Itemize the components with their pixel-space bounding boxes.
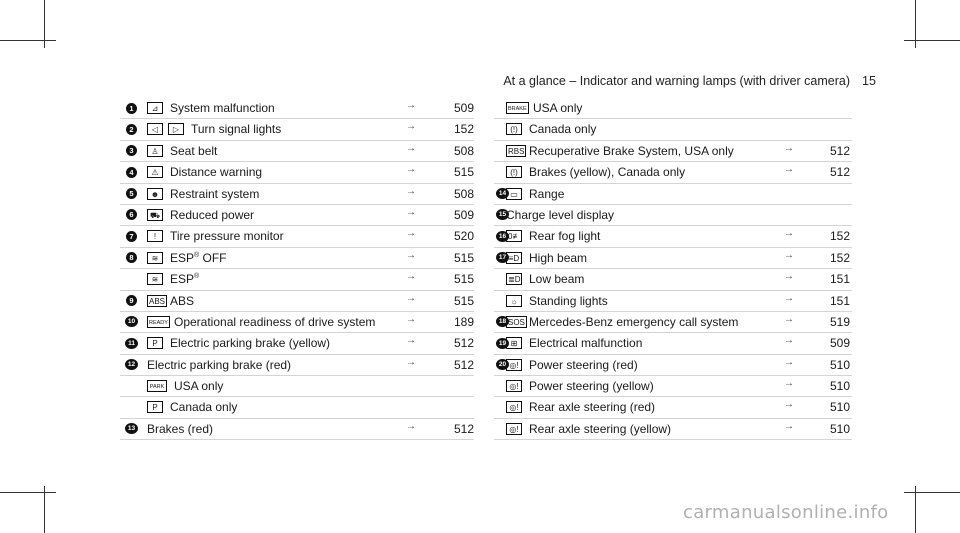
label-text: ESP — [170, 272, 195, 287]
callout-number: 20 — [496, 359, 509, 370]
indicator-label: Range — [529, 186, 565, 201]
page-reference[interactable]: 152 — [829, 229, 850, 244]
table-row — [494, 248, 852, 269]
callout-number: 16 — [496, 231, 509, 242]
reference-arrow-icon: → — [784, 399, 794, 411]
reference-arrow-icon: → — [406, 164, 416, 176]
page-reference[interactable]: 512 — [829, 165, 850, 180]
table-row — [120, 141, 474, 162]
table-row — [120, 226, 474, 247]
table-row — [120, 312, 474, 333]
power-steering-icon: ◎! — [506, 401, 522, 413]
indicator-label: Electric parking brake (red) — [147, 357, 292, 372]
table-row — [494, 226, 852, 247]
indicator-label: Distance warning — [170, 165, 263, 180]
reference-arrow-icon: → — [784, 164, 794, 176]
abs-icon: ABS — [149, 296, 166, 306]
registered-mark: ® — [194, 251, 200, 259]
reference-arrow-icon: → — [406, 228, 416, 240]
table-row — [120, 162, 474, 183]
table-row — [494, 355, 852, 376]
table-row — [494, 205, 852, 226]
label-text: ESP — [170, 250, 195, 265]
crop-mark — [44, 486, 45, 533]
table-row — [120, 355, 474, 376]
crop-mark — [0, 492, 56, 493]
reference-arrow-icon: → — [406, 206, 416, 218]
watermark: carmanualsonline.info — [683, 502, 889, 523]
ready-icon: READY — [147, 316, 170, 328]
page-number: 15 — [862, 74, 876, 88]
page-reference[interactable]: 515 — [453, 272, 474, 287]
indicator-label: Brakes (yellow), Canada only — [529, 165, 686, 180]
reference-arrow-icon: → — [406, 185, 416, 197]
page-reference[interactable]: 508 — [453, 186, 474, 201]
power-steering-icon: ◎! — [506, 359, 522, 371]
range-icon: ▭ — [506, 188, 522, 200]
table-row — [494, 141, 852, 162]
indicator-label: High beam — [529, 250, 588, 265]
reference-arrow-icon: → — [406, 292, 416, 304]
page-reference[interactable]: 512 — [453, 336, 474, 351]
indicator-label: ABS — [170, 293, 195, 308]
low-beam-icon: ≣D — [508, 275, 521, 285]
callout-number: 8 — [126, 252, 137, 263]
callout-number: 2 — [126, 124, 137, 135]
reference-arrow-icon: → — [406, 335, 416, 347]
table-row — [120, 98, 474, 119]
indicator-label: Power steering (red) — [529, 357, 638, 372]
esp-icon: ≋ — [147, 273, 163, 285]
reference-arrow-icon: → — [784, 142, 794, 154]
restraint-system-icon: ☻ — [147, 188, 163, 200]
reduced-power-icon: ⛟ — [147, 209, 163, 221]
indicator-label: Mercedes-Benz emergency call system — [529, 314, 739, 329]
reference-arrow-icon: → — [406, 249, 416, 261]
table-row — [120, 119, 474, 140]
label-text: OFF — [199, 250, 227, 265]
callout-number: 10 — [125, 316, 138, 327]
table-row — [494, 119, 852, 140]
page-reference[interactable]: 510 — [829, 379, 850, 394]
page-reference[interactable]: 515 — [453, 250, 474, 265]
callout-number: 4 — [126, 167, 137, 178]
parking-brake-icon: P — [147, 401, 163, 413]
indicator-label: Electrical malfunction — [529, 336, 643, 351]
table-row — [494, 376, 852, 397]
table-row — [494, 312, 852, 333]
page-reference[interactable]: 519 — [829, 314, 850, 329]
table-row — [120, 248, 474, 269]
table-row — [120, 269, 474, 290]
indicator-label: Charge level display — [506, 207, 615, 222]
reference-arrow-icon: → — [406, 271, 416, 283]
reference-arrow-icon: → — [784, 249, 794, 261]
right-indicator-list — [494, 98, 852, 440]
indicator-label: Power steering (yellow) — [529, 379, 654, 394]
reference-arrow-icon: → — [784, 378, 794, 390]
indicator-label: Seat belt — [170, 143, 218, 158]
esp-off-icon: ≋ — [147, 252, 163, 264]
reference-arrow-icon: → — [406, 121, 416, 133]
reference-arrow-icon: → — [784, 335, 794, 347]
indicator-label — [170, 248, 227, 268]
brake-circle-icon: (!) — [506, 166, 522, 178]
page-reference[interactable]: 151 — [829, 293, 850, 308]
callout-number: 18 — [496, 316, 509, 327]
distance-warning-icon: ⚠ — [147, 166, 163, 178]
indicator-label: Turn signal lights — [191, 122, 282, 137]
page-reference[interactable]: 510 — [829, 421, 850, 436]
table-row — [494, 162, 852, 183]
page-reference[interactable]: 152 — [453, 122, 474, 137]
power-steering-icon: ◎! — [506, 380, 522, 392]
turn-left-icon: ◁ — [147, 123, 163, 135]
indicator-label: USA only — [174, 379, 224, 394]
reference-arrow-icon: → — [406, 313, 416, 325]
reference-arrow-icon: → — [406, 356, 416, 368]
indicator-label: System malfunction — [170, 101, 275, 115]
reference-arrow-icon: → — [406, 100, 416, 111]
indicator-label: Reduced power — [170, 207, 255, 222]
indicator-label: Brakes (red) — [147, 421, 214, 436]
standing-lights-icon: ☼ — [506, 295, 522, 307]
page-reference[interactable]: 510 — [829, 400, 850, 415]
callout-number: 5 — [126, 188, 137, 199]
power-steering-icon: ◎! — [506, 423, 522, 435]
battery-icon: ⊞ — [506, 337, 522, 349]
page-reference[interactable]: 509 — [829, 336, 850, 351]
page-reference[interactable]: 152 — [829, 250, 850, 265]
indicator-label: Rear axle steering (yellow) — [529, 421, 672, 436]
callout-number: 17 — [496, 252, 509, 263]
sos-icon: SOS — [508, 317, 525, 327]
table-row — [120, 376, 474, 397]
crop-mark — [0, 40, 56, 41]
indicator-label: Rear fog light — [529, 229, 601, 244]
brake-circle-icon: (!) — [506, 123, 522, 135]
crop-mark — [904, 492, 960, 493]
reference-arrow-icon: → — [784, 313, 794, 325]
page-reference[interactable]: 189 — [453, 314, 474, 329]
indicator-label: Rear axle steering (red) — [529, 400, 656, 415]
tire-pressure-icon: ! — [147, 230, 163, 242]
page-reference[interactable]: 512 — [453, 357, 474, 372]
indicator-label: USA only — [533, 101, 583, 115]
page-reference[interactable]: 509 — [453, 101, 474, 115]
left-indicator-list — [120, 98, 474, 440]
page-reference[interactable]: 515 — [453, 293, 474, 308]
indicator-label: Tire pressure monitor — [170, 229, 284, 244]
table-row — [120, 291, 474, 312]
table-row — [494, 98, 852, 119]
table-row — [120, 184, 474, 205]
indicator-label: Canada only — [529, 122, 597, 137]
seat-belt-icon: ♙ — [147, 145, 163, 157]
indicator-label: Canada only — [170, 400, 238, 415]
indicator-label: Standing lights — [529, 293, 608, 308]
rbs-icon: RBS — [508, 146, 525, 156]
page-reference[interactable]: 515 — [453, 165, 474, 180]
crop-mark — [915, 486, 916, 533]
page-reference[interactable]: 520 — [453, 229, 474, 244]
indicator-label: Electric parking brake (yellow) — [170, 336, 331, 351]
callout-number: 1 — [126, 103, 137, 114]
callout-number: 3 — [126, 145, 137, 156]
table-row — [494, 397, 852, 418]
indicator-label: Low beam — [529, 272, 585, 287]
table-row — [120, 419, 474, 440]
page-reference[interactable]: 509 — [453, 207, 474, 222]
indicator-label — [170, 269, 199, 289]
callout-number: 11 — [125, 338, 138, 349]
reference-arrow-icon: → — [784, 420, 794, 432]
reference-arrow-icon: → — [784, 292, 794, 304]
callout-number: 7 — [126, 231, 137, 242]
turn-right-icon: ▷ — [168, 123, 184, 135]
table-row — [494, 419, 852, 440]
callout-number: 14 — [496, 188, 509, 199]
table-row — [120, 333, 474, 354]
table-row — [494, 291, 852, 312]
indicator-label: Recuperative Brake System, USA only — [529, 143, 734, 158]
reference-arrow-icon: → — [784, 356, 794, 368]
rear-fog-icon: 0≢ — [508, 232, 521, 242]
page-reference[interactable]: 512 — [453, 421, 474, 436]
callout-number: 9 — [126, 295, 137, 306]
reference-arrow-icon: → — [784, 271, 794, 283]
crop-mark — [904, 40, 960, 41]
callout-number: 12 — [125, 359, 138, 370]
registered-mark: ® — [194, 273, 200, 281]
page-reference[interactable]: 512 — [829, 143, 850, 158]
table-row — [120, 205, 474, 226]
brake-text-icon: BRAKE — [506, 102, 529, 114]
callout-number: 6 — [126, 209, 137, 220]
indicator-label: Operational readiness of drive system — [174, 314, 376, 329]
page-reference[interactable]: 151 — [829, 272, 850, 287]
indicator-label: Restraint system — [170, 186, 260, 201]
high-beam-icon: ≡D — [506, 252, 522, 264]
reference-arrow-icon: → — [406, 142, 416, 154]
reference-arrow-icon: → — [406, 420, 416, 432]
car-skid-icon: ⊿ — [147, 102, 163, 114]
parking-brake-icon: P — [147, 337, 163, 349]
callout-number: 15 — [496, 209, 509, 220]
page-header: At a glance – Indicator and warning lamps (with driver camera) — [503, 74, 850, 88]
page-reference[interactable]: 510 — [829, 357, 850, 372]
table-row — [494, 333, 852, 354]
park-icon: PARK — [147, 380, 167, 392]
reference-arrow-icon: → — [784, 228, 794, 240]
callout-number: 13 — [125, 423, 138, 434]
table-row — [494, 184, 852, 205]
table-row — [120, 397, 474, 418]
table-row — [494, 269, 852, 290]
callout-number: 19 — [496, 338, 509, 349]
page-reference[interactable]: 508 — [453, 143, 474, 158]
